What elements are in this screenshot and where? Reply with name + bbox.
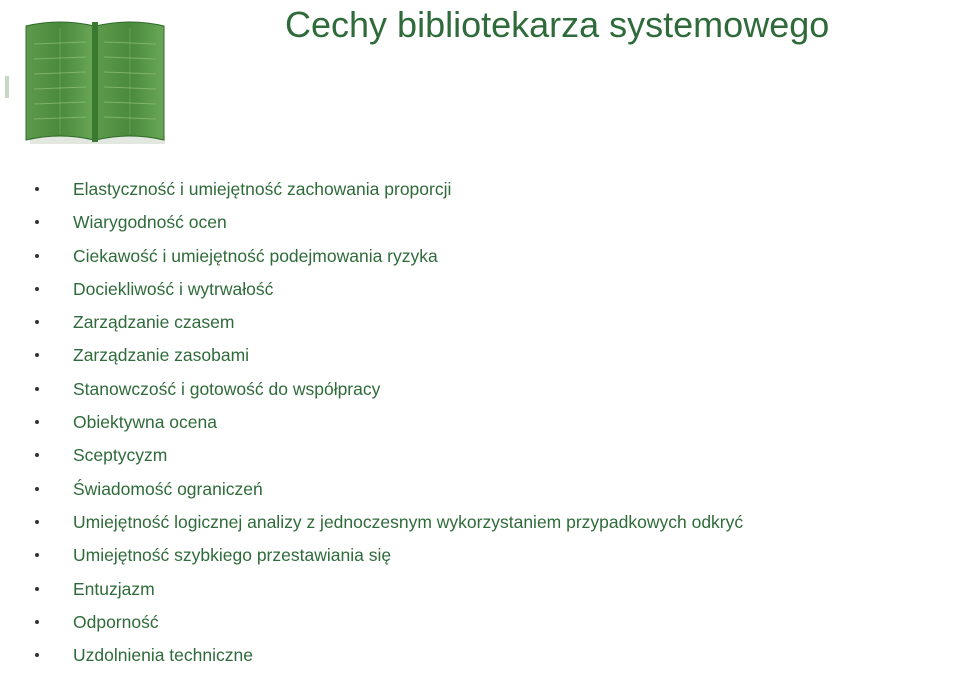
bullet-icon <box>35 553 39 557</box>
open-book-illustration <box>20 14 170 149</box>
bullet-icon <box>35 254 39 258</box>
list-item-text: Uzdolnienia techniczne <box>73 645 253 666</box>
list-item-text: Zarządzanie czasem <box>73 312 235 333</box>
slide-title: Cechy bibliotekarza systemowego <box>285 4 830 45</box>
list-item <box>30 608 743 641</box>
bullet-icon <box>35 620 39 624</box>
list-item-text: Ciekawość i umiejętność podejmowania ryzyka <box>73 245 438 266</box>
list-item <box>30 341 743 374</box>
bullet-icon <box>35 453 39 457</box>
list-item-text: Stanowczość i gotowość do współpracy <box>73 378 381 399</box>
left-accent-bar <box>5 76 9 98</box>
list-item <box>30 175 743 208</box>
bullet-icon <box>35 387 39 391</box>
list-item-text: Świadomość ograniczeń <box>73 478 263 499</box>
list-item-text: Dociekliwość i wytrwałość <box>73 278 274 299</box>
bullet-icon <box>35 287 39 291</box>
list-item <box>30 441 743 474</box>
list-item <box>30 475 743 508</box>
list-item-text: Entuzjazm <box>73 578 155 599</box>
list-item-text: Odporność <box>73 611 159 632</box>
bullet-icon <box>35 187 39 191</box>
list-item-text: Umiejętność logicznej analizy z jednoczesnym wykorzystaniem przypadkowych odkryć <box>73 511 744 532</box>
list-item <box>30 575 743 608</box>
list-item <box>30 275 743 308</box>
list-item <box>30 242 743 275</box>
list-item <box>30 641 743 674</box>
list-item <box>30 408 743 441</box>
bullet-icon <box>35 320 39 324</box>
list-item <box>30 208 743 241</box>
list-item-text: Zarządzanie zasobami <box>73 345 250 366</box>
list-item-text: Elastyczność i umiejętność zachowania proporcji <box>73 179 452 199</box>
list-item <box>30 541 743 574</box>
list-item-text: Umiejętność szybkiego przestawiania się <box>73 545 392 566</box>
bullet-icon <box>35 420 39 424</box>
bullet-icon <box>35 587 39 591</box>
list-item <box>30 308 743 341</box>
list-item <box>30 375 743 408</box>
list-item-text: Sceptycyzm <box>73 445 168 466</box>
bullet-icon <box>35 220 39 224</box>
list-item-text: Obiektywna ocena <box>73 412 217 433</box>
bullet-icon <box>35 653 39 657</box>
list-item <box>30 508 743 541</box>
bullet-icon <box>35 487 39 491</box>
list-item-text: Wiarygodność ocen <box>73 212 227 233</box>
bullet-list <box>30 175 743 674</box>
bullet-icon <box>35 520 39 524</box>
bullet-icon <box>35 353 39 357</box>
